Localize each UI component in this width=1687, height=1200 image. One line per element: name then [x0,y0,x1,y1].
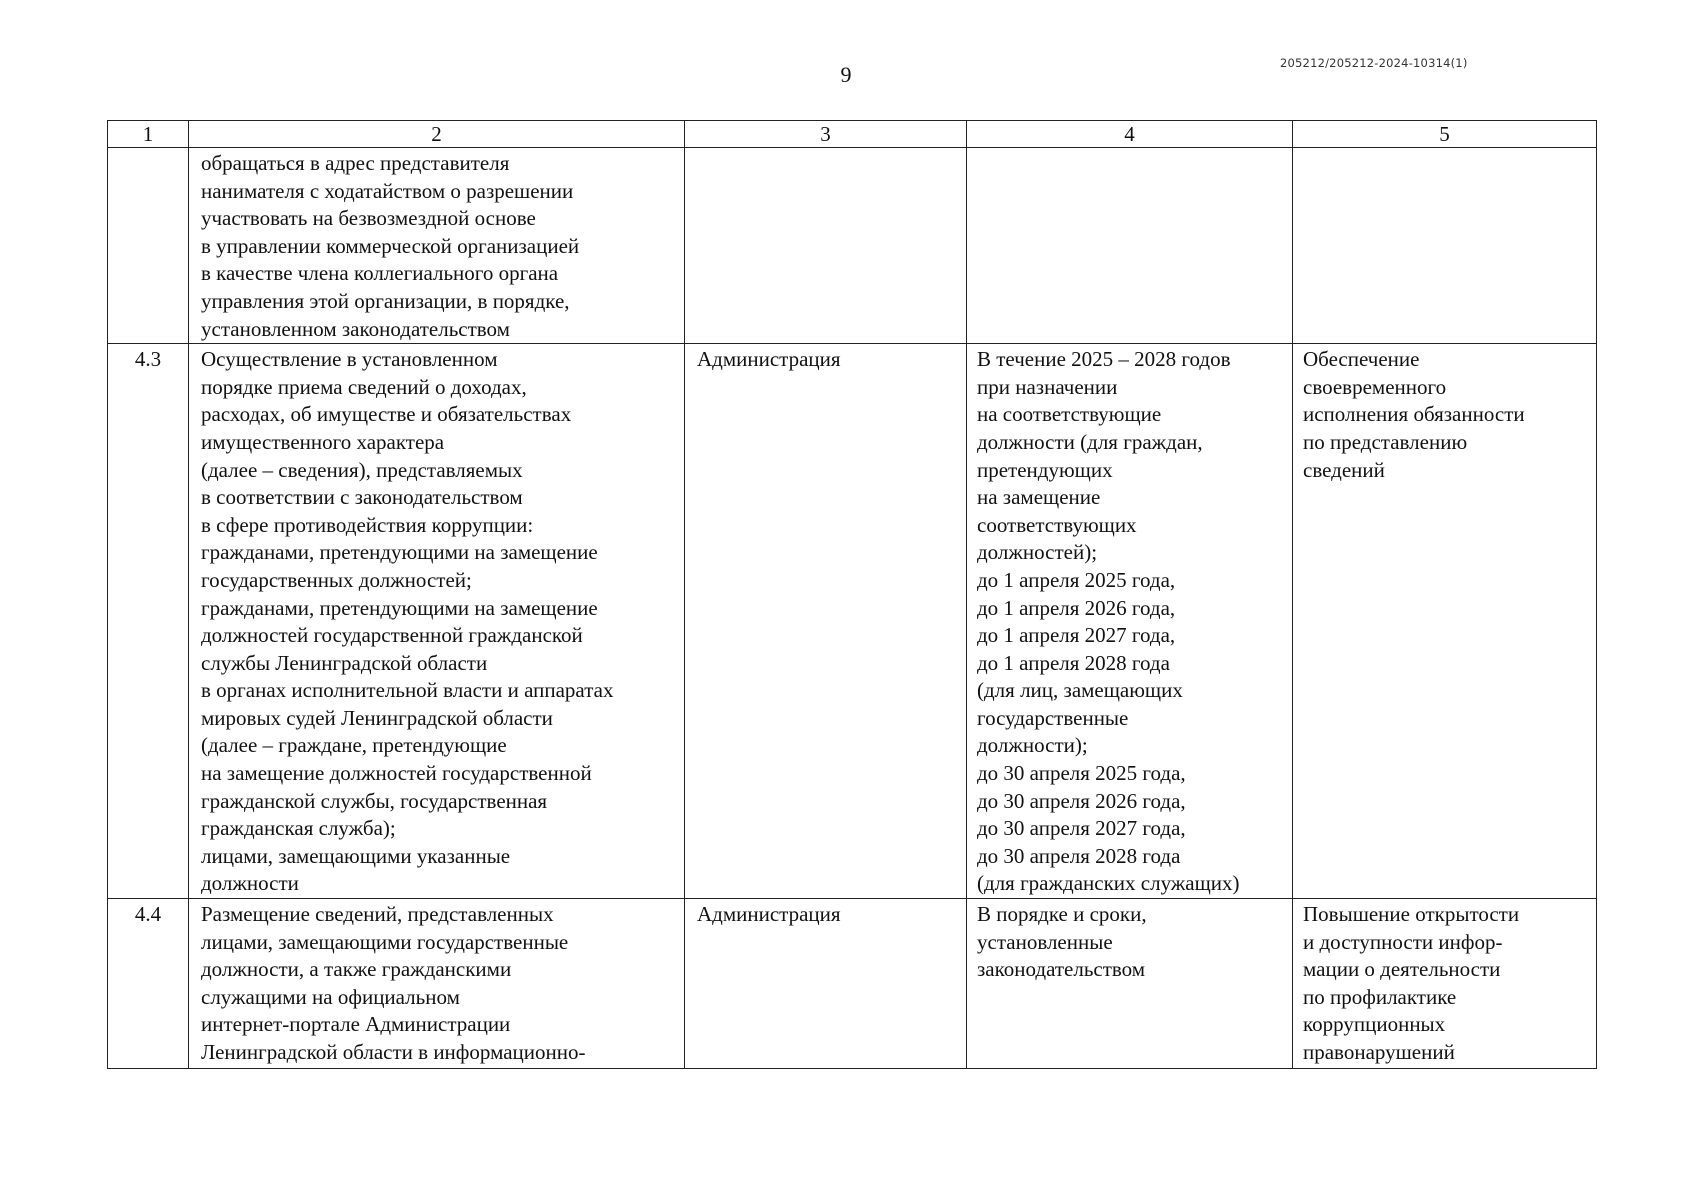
cell-text-line: лицами, замещающими государственные [201,929,569,954]
cell-text-line: В порядке и сроки, [977,902,1147,927]
cell-text-line: нанимателя с ходатайством о разрешении [201,178,574,203]
table-header-row [108,121,1597,148]
executor-cell [685,148,967,344]
cell-text-line: по представлению [1303,429,1468,454]
cell-text-line: в качестве члена коллегиального органа [201,261,559,286]
cell-text-line: обращаться в адрес представителя [201,151,510,175]
measure-cell [189,899,685,1069]
cell-text-line: до 30 апреля 2028 года [977,843,1181,868]
column-header: 4 [967,121,1293,148]
cell-text-line: гражданская служба); [201,816,396,841]
cell-text-line: должности, а также гражданскими [201,957,512,982]
cell-text-line: правонарушений [1303,1040,1455,1064]
cell-text-line: Ленинградской области в информационно- [201,1040,586,1064]
table-row [108,344,1597,899]
cell-text-line: государственных должностей; [201,567,472,592]
cell-text-line: гражданами, претендующими на замещение [201,595,598,620]
cell-text-line: до 1 апреля 2027 года, [977,623,1176,648]
measure-cell [189,148,685,344]
cell-text-line: В течение 2025 – 2028 годов [977,347,1231,372]
cell-text-line: государственные [977,705,1129,730]
result-cell [1293,899,1597,1069]
cell-text-line: на замещение [977,485,1101,510]
cell-text-line: должностей государственной гражданской [201,623,583,648]
cell-text-line: (далее – сведения), представляемых [201,457,523,482]
cell-text-line: на замещение должностей государственной [201,761,592,786]
cell-text-line: до 30 апреля 2027 года, [977,816,1186,841]
cell-text-line: коррупционных [1303,1012,1446,1037]
column-header: 3 [685,121,967,148]
cell-text-line: при назначении [977,374,1118,399]
column-header: 2 [189,121,685,148]
cell-text-line: Размещение сведений, представленных [201,902,554,927]
document-id: 205212/205212-2024-10314(1) [1280,56,1468,70]
column-header: 5 [1293,121,1597,148]
cell-text-line: до 30 апреля 2025 года, [977,761,1186,786]
cell-text-line: Осуществление в установленном [201,347,498,372]
cell-text-line: управления этой организации, в порядке, [201,288,570,313]
cell-text-line: установленном законодательством [201,316,510,341]
cell-text-line: до 1 апреля 2026 года, [977,595,1176,620]
cell-text-line: мировых судей Ленинградской области [201,705,553,730]
cell-text-line: расходах, об имуществе и обязательствах [201,402,572,427]
cell-text-line: до 30 апреля 2026 года, [977,788,1186,813]
cell-text-line: сведений [1303,457,1385,482]
cell-text-line: Обеспечение [1303,347,1420,372]
cell-text-line: должности); [977,733,1088,758]
table-row [108,899,1597,1069]
cell-text-line: в сфере противодействия коррупции: [201,512,534,537]
cell-text-line: должностей); [977,540,1098,565]
cell-text-line: до 1 апреля 2028 года [977,650,1170,675]
cell-text-line: гражданской службы, государственная [201,788,548,813]
cell-text-line: должности [201,871,299,896]
cell-text-line: интернет-портале Администрации [201,1012,511,1037]
cell-text-line: соответствующих [977,512,1137,537]
measure-cell [189,344,685,899]
cell-text-line: и доступности инфор- [1303,929,1503,954]
row-number-cell: 4.4 [108,899,189,1069]
executor-cell: Администрация [685,899,967,1069]
cell-text-line: установленные [977,929,1113,954]
cell-text-line: в управлении коммерческой организацией [201,233,580,258]
result-cell [1293,344,1597,899]
cell-text-line: своевременного [1303,374,1447,399]
result-cell [1293,148,1597,344]
row-number-cell [108,148,189,344]
cell-text-line: (для лиц, замещающих [977,678,1183,703]
cell-text-line: мации о деятельности [1303,957,1501,982]
column-header: 1 [108,121,189,148]
row-number-cell: 4.3 [108,344,189,899]
cell-text-line: служащими на официальном [201,984,460,1009]
cell-text-line: (далее – граждане, претендующие [201,733,507,758]
deadline-cell [967,148,1293,344]
cell-text-line: службы Ленинградской области [201,650,488,675]
cell-text-line: законодательством [977,957,1146,982]
cell-text-line: исполнения обязанности [1303,402,1525,427]
cell-text-line: в органах исполнительной власти и аппаратах [201,678,614,703]
cell-text-line: участвовать на безвозмездной основе [201,206,536,231]
cell-text-line: имущественного характера [201,429,445,454]
table-row [108,148,1597,344]
cell-text-line: в соответствии с законодательством [201,485,523,510]
cell-text-line: претендующих [977,457,1113,482]
measures-table [107,120,1597,1069]
cell-text-line: гражданами, претендующими на замещение [201,540,598,565]
cell-text-line: до 1 апреля 2025 года, [977,567,1176,592]
deadline-cell [967,344,1293,899]
page-number: 9 [840,62,852,87]
cell-text-line: лицами, замещающими указанные [201,843,511,868]
executor-cell: Администрация [685,344,967,899]
cell-text-line: по профилактике [1303,984,1457,1009]
cell-text-line: Повышение открытости [1303,902,1520,927]
cell-text-line: должности (для граждан, [977,429,1203,454]
cell-text-line: порядке приема сведений о доходах, [201,374,527,399]
cell-text-line: (для гражданских служащих) [977,871,1240,896]
deadline-cell [967,899,1293,1069]
cell-text-line: на соответствующие [977,402,1162,427]
